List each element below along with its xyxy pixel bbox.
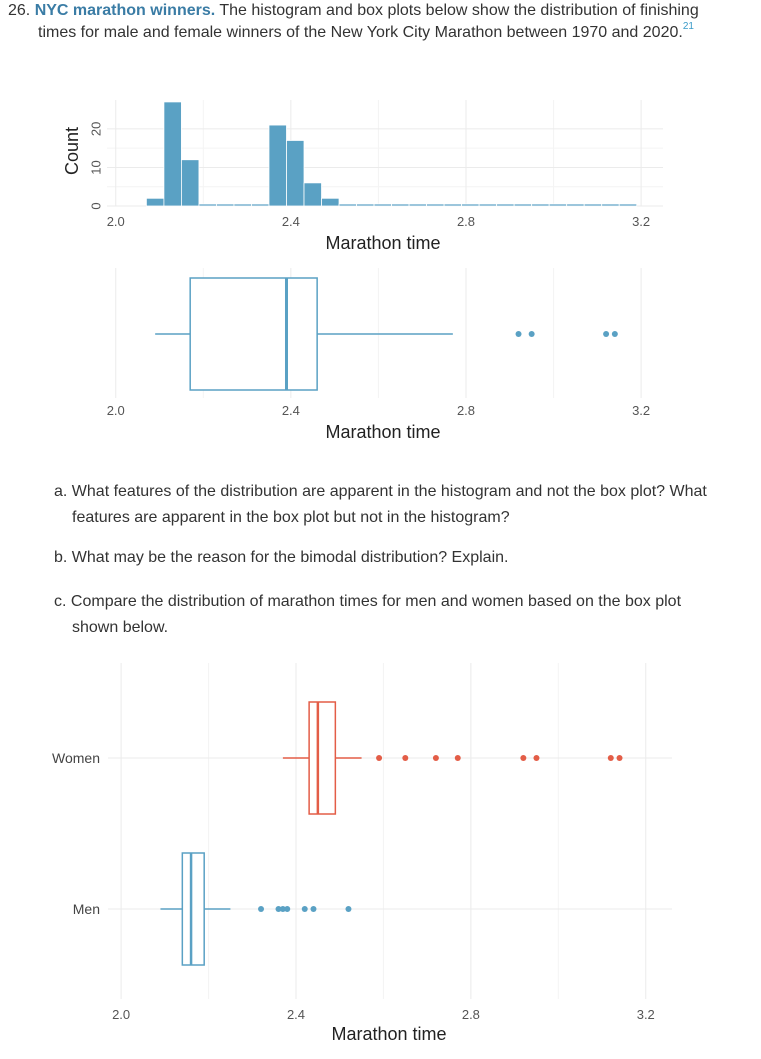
iqr-box [190, 278, 317, 390]
category-label: Women [52, 750, 100, 766]
histogram-bar [234, 204, 252, 206]
x-axis-title: Marathon time [331, 1024, 447, 1044]
outlier-point [402, 755, 408, 761]
problem-number: 26. [8, 2, 31, 19]
y-tick-label: 10 [88, 160, 104, 175]
x-tick-label: 2.4 [281, 403, 300, 418]
x-tick-label: 2.8 [456, 214, 476, 229]
histogram-bar [286, 140, 304, 206]
category-label: Men [72, 901, 100, 917]
outlier-point [284, 906, 290, 912]
outlier-point [376, 755, 382, 761]
outlier-point [612, 331, 618, 337]
histogram-bar [374, 204, 392, 206]
outlier-point [533, 755, 539, 761]
outlier-point [603, 331, 609, 337]
outlier-point [520, 755, 526, 761]
histogram-bar [549, 204, 567, 206]
question-b-label: b. [54, 549, 68, 566]
question-b-line1: What may be the reason for the bimodal distribution? Explain. [71, 549, 509, 566]
x-tick-label: 2.8 [461, 1007, 480, 1022]
outlier-point [529, 331, 535, 337]
histogram-bar [497, 204, 515, 206]
histogram-bar [619, 204, 637, 206]
problem-text-line2: times for male and female winners of the New York City Marathon between 1970 and 2020. [38, 24, 683, 41]
histogram-bar [322, 198, 340, 206]
histogram-bar [339, 204, 357, 206]
histogram-bar [216, 204, 234, 206]
histogram-bar [532, 204, 550, 206]
histogram-bar [269, 125, 287, 206]
x-tick-label: 3.2 [632, 214, 651, 229]
question-a [54, 479, 754, 531]
histogram-bar [479, 204, 497, 206]
iqr-box [182, 853, 204, 965]
question-c-line2: shown below. [72, 619, 169, 636]
x-tick-label: 2.4 [286, 1007, 306, 1022]
histogram-bar [462, 204, 480, 206]
histogram-bar [427, 204, 445, 206]
question-c-line1: Compare the distribution of marathon times for men and women based on the box plot [70, 593, 682, 610]
x-axis-title: Marathon time [325, 233, 441, 253]
histogram-bar [444, 204, 462, 206]
histogram-bar [164, 102, 182, 206]
histogram-bar [567, 204, 585, 206]
question-a-line1: What features of the distribution are apparent in the histogram and not the box plot? What [71, 483, 707, 500]
x-tick-label: 2.0 [106, 214, 125, 229]
histogram-bar [584, 204, 602, 206]
histogram-bar [409, 204, 427, 206]
question-a-line2: features are apparent in the box plot but not in the histogram? [72, 509, 510, 526]
grouped-boxplot-chart [0, 655, 761, 1055]
outlier-point [516, 331, 522, 337]
histogram-bar [181, 160, 199, 206]
outlier-point [617, 755, 623, 761]
outlier-point [258, 906, 264, 912]
problem-text-line1: The histogram and box plots below show the distribution of finishing [219, 2, 699, 19]
x-tick-label: 3.2 [632, 403, 651, 418]
x-tick-label: 2.0 [112, 1007, 131, 1022]
y-tick-label: 0 [88, 202, 104, 210]
histogram-bar [392, 204, 410, 206]
histogram-bar [199, 204, 217, 206]
boxplot-chart [0, 260, 761, 450]
footnote-link[interactable]: 21 [682, 21, 694, 32]
problem-title: NYC marathon winners. [34, 2, 216, 19]
histogram-bar [146, 198, 164, 206]
outlier-point [302, 906, 308, 912]
histogram-bar [602, 204, 620, 206]
y-tick-label: 20 [88, 121, 104, 137]
question-c-label: c. [54, 593, 67, 610]
x-axis-title: Marathon time [325, 422, 441, 442]
x-tick-label: 2.4 [281, 214, 300, 229]
question-a-label: a. [54, 483, 68, 500]
iqr-box [309, 702, 335, 814]
histogram-bar [304, 183, 322, 206]
x-tick-label: 2.0 [106, 403, 125, 418]
histogram-bar [251, 204, 269, 206]
histogram-bar [514, 204, 532, 206]
x-tick-label: 3.2 [636, 1007, 655, 1022]
histogram-bar [357, 204, 375, 206]
outlier-point [433, 755, 439, 761]
outlier-point [345, 906, 351, 912]
y-axis-title: Count [62, 126, 82, 176]
problem-statement [8, 0, 753, 44]
x-tick-label: 2.8 [456, 403, 476, 418]
question-b [54, 545, 754, 571]
outlier-point [608, 755, 614, 761]
outlier-point [310, 906, 316, 912]
outlier-point [455, 755, 461, 761]
question-c [54, 589, 754, 641]
